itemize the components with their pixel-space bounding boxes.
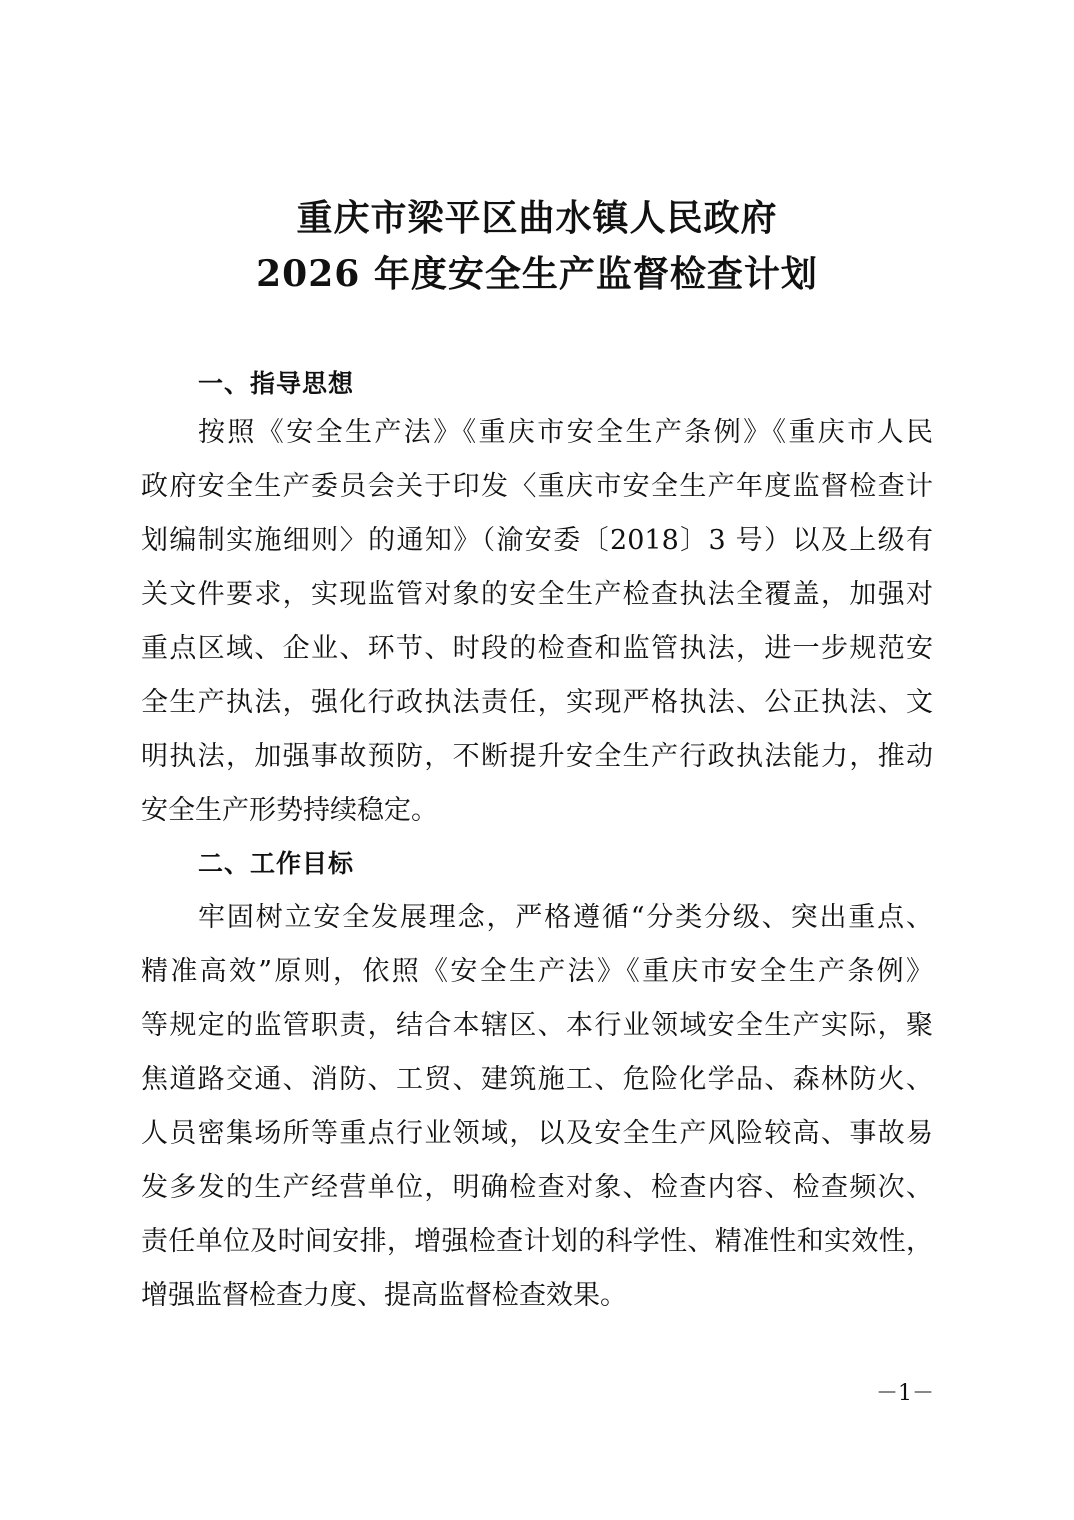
paragraph-line: 增强监督检查力度、提高监督检查效果。 xyxy=(141,1280,627,1311)
document-title-line-2: 2026 年度安全生产监督检查计划 xyxy=(256,253,818,295)
paragraph-line: 焦道路交通、消防、工贸、建筑施工、危险化学品、森林防火、 xyxy=(141,1064,933,1095)
section-heading-work-goals: 二、工作目标 xyxy=(198,849,355,878)
paragraph-line: 牢固树立安全发展理念，严格遵循“分类分级、突出重点、 xyxy=(198,902,933,933)
paragraph-line: 重点区域、企业、环节、时段的检查和监管执法，进一步规范安 xyxy=(141,633,933,664)
paragraph-line: 划编制实施细则〉的通知》（渝安委〔2018〕3 号）以及上级有 xyxy=(141,525,933,556)
paragraph-line: 责任单位及时间安排，增强检查计划的科学性、精准性和实效性， xyxy=(141,1226,933,1257)
paragraph-line: 人员密集场所等重点行业领域，以及安全生产风险较高、事故易 xyxy=(141,1118,933,1149)
paragraph-line: 按照《安全生产法》《重庆市安全生产条例》《重庆市人民 xyxy=(198,417,933,448)
paragraph-line: 关文件要求，实现监管对象的安全生产检查执法全覆盖，加强对 xyxy=(141,579,933,610)
paragraph-line: 等规定的监管职责，结合本辖区、本行业领域安全生产实际，聚 xyxy=(141,1010,933,1041)
document-title-line-1: 重庆市梁平区曲水镇人民政府 xyxy=(296,197,778,239)
paragraph-line: 政府安全生产委员会关于印发〈重庆市安全生产年度监督检查计 xyxy=(141,471,933,502)
page-number: －1－ xyxy=(876,1381,934,1406)
paragraph-line: 发多发的生产经营单位，明确检查对象、检查内容、检查频次、 xyxy=(141,1172,933,1203)
paragraph-line: 全生产执法，强化行政执法责任，实现严格执法、公正执法、文 xyxy=(141,687,933,718)
paragraph-line: 明执法，加强事故预防，不断提升安全生产行政执法能力，推动 xyxy=(141,741,933,772)
paragraph-line: 精准高效”原则，依照《安全生产法》《重庆市安全生产条例》 xyxy=(141,956,933,987)
section-heading-guiding-ideology: 一、指导思想 xyxy=(198,369,355,398)
paragraph-line: 安全生产形势持续稳定。 xyxy=(141,795,438,826)
